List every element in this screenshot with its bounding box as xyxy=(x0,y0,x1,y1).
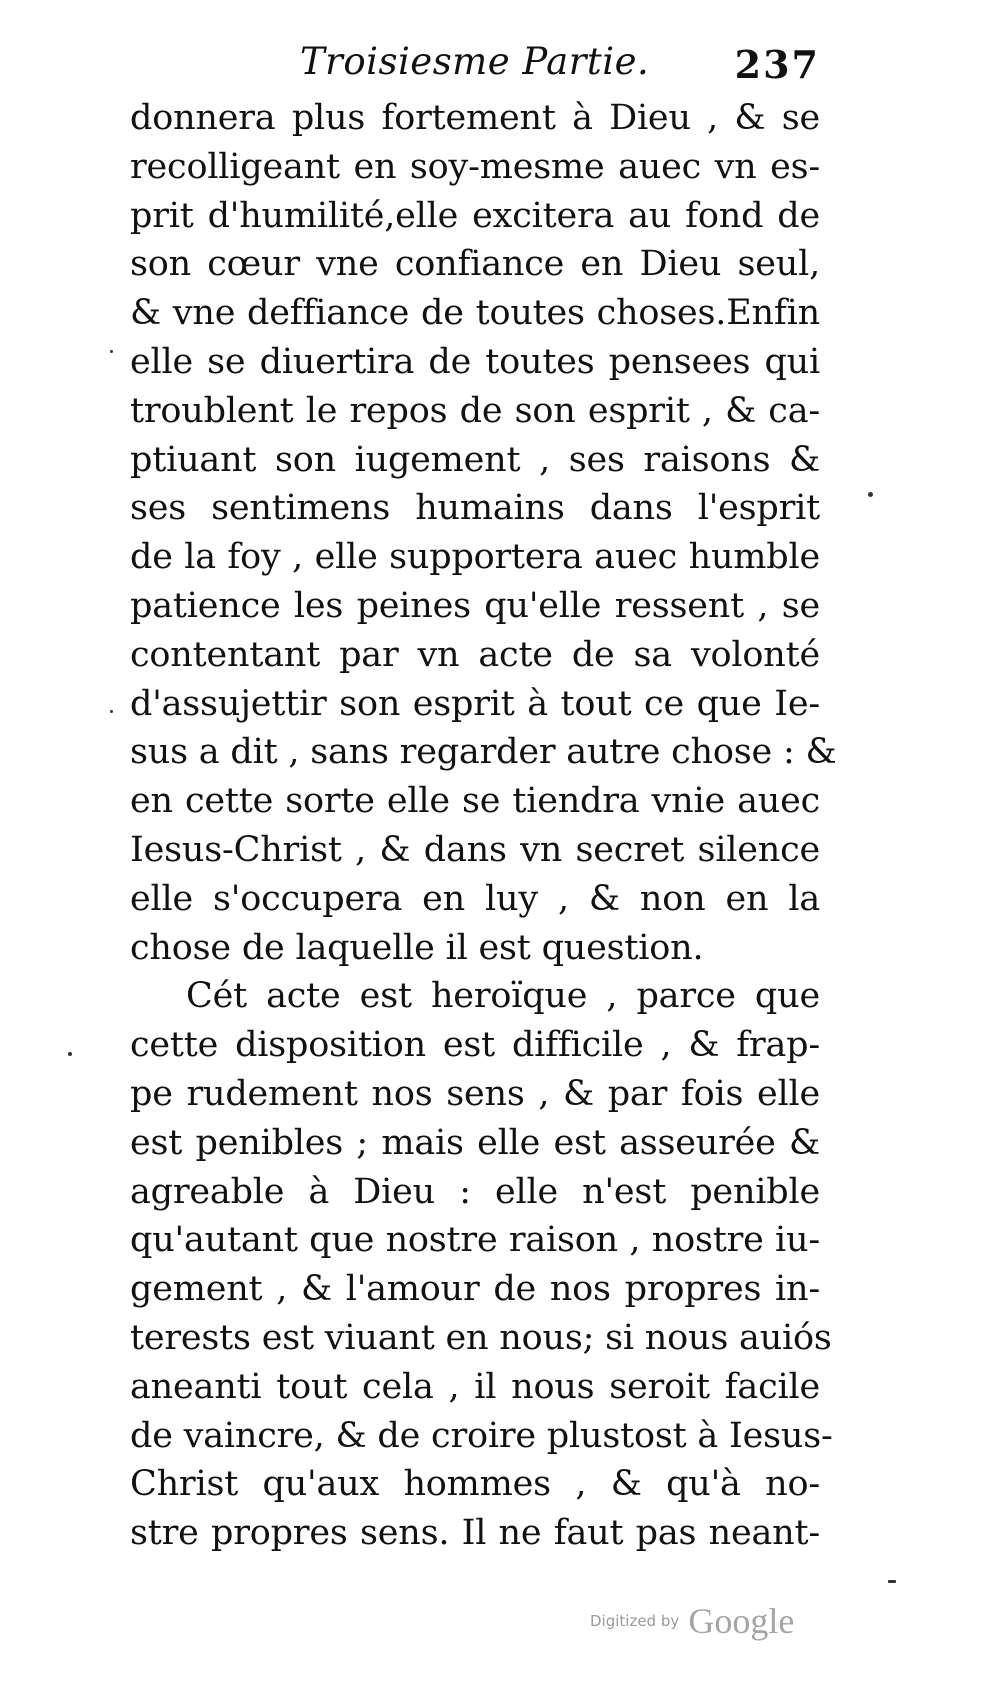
digitized-by-label: Digitized by xyxy=(590,1612,680,1630)
text-line: prit d'humilité,elle excitera au fond de xyxy=(130,195,820,236)
text-line: troublent le repos de son esprit , & ca- xyxy=(130,390,820,431)
text-line: de la foy , elle supportera auec humble xyxy=(130,537,820,578)
text-line: Iesus-Christ , & dans vn secret silence xyxy=(130,829,820,870)
text-line: aneanti tout cela , il nous seroit facile xyxy=(130,1366,820,1407)
text-line: agreable à Dieu : elle n'est penible xyxy=(130,1171,820,1212)
google-logo: Google xyxy=(688,1601,795,1641)
text-line: gement , & l'amour de nos propres in- xyxy=(130,1269,820,1310)
ink-speck xyxy=(868,492,873,497)
ink-speck xyxy=(888,1580,896,1583)
text-line: d'assujettir son esprit à tout ce que Ie- xyxy=(130,683,820,724)
ink-speck xyxy=(110,350,113,353)
text-line: donnera plus fortement à Dieu , & se xyxy=(130,98,820,138)
digitization-watermark xyxy=(590,1600,794,1642)
text-line: Cét acte est heroïque , parce que xyxy=(186,976,820,1017)
text-line: elle se diuertira de toutes pensees qui xyxy=(130,341,820,382)
text-line: ses sentimens humains dans l'esprit xyxy=(130,488,820,529)
text-line: pe rudement nos sens , & par fois elle xyxy=(130,1073,820,1114)
text-line: qu'autant que nostre raison , nostre iu- xyxy=(130,1220,820,1261)
text-line: elle s'occupera en luy , & non en la xyxy=(130,878,820,919)
text-line: & vne deffiance de toutes choses.Enfin xyxy=(130,293,820,334)
text-line: patience les peines qu'elle ressent , se xyxy=(130,585,820,626)
text-line: de vaincre, & de croire plustost à Iesus- xyxy=(130,1415,833,1456)
text-line: sus a dit , sans regarder autre chose : & xyxy=(130,732,837,773)
text-line: est penibles ; mais elle est asseurée & xyxy=(130,1122,820,1163)
text-line: terests est viuant en nous; si nous auiós xyxy=(130,1317,832,1358)
text-line: cette disposition est difficile , & frap- xyxy=(130,1025,820,1066)
text-line: ptiuant son iugement , ses raisons & xyxy=(130,439,820,480)
text-line: chose de laquelle il est question. xyxy=(130,927,704,968)
ink-speck xyxy=(110,710,113,713)
body-text xyxy=(130,94,837,1558)
text-line: stre propres sens. Il ne faut pas neant- xyxy=(130,1513,820,1554)
text-line: son cœur vne confiance en Dieu seul, xyxy=(130,244,820,285)
text-line: recolligeant en soy-mesme auec vn es- xyxy=(130,146,820,187)
page-number: 237 xyxy=(734,42,820,87)
running-head xyxy=(300,40,820,90)
text-line: en cette sorte elle se tiendra vnie auec xyxy=(130,781,820,822)
text-line: contentant par vn acte de sa volonté xyxy=(130,634,820,675)
running-title: Troisiesme Partie. xyxy=(300,40,650,83)
ink-speck xyxy=(68,1052,72,1056)
text-line: Christ qu'aux hommes , & qu'à no- xyxy=(130,1464,820,1505)
